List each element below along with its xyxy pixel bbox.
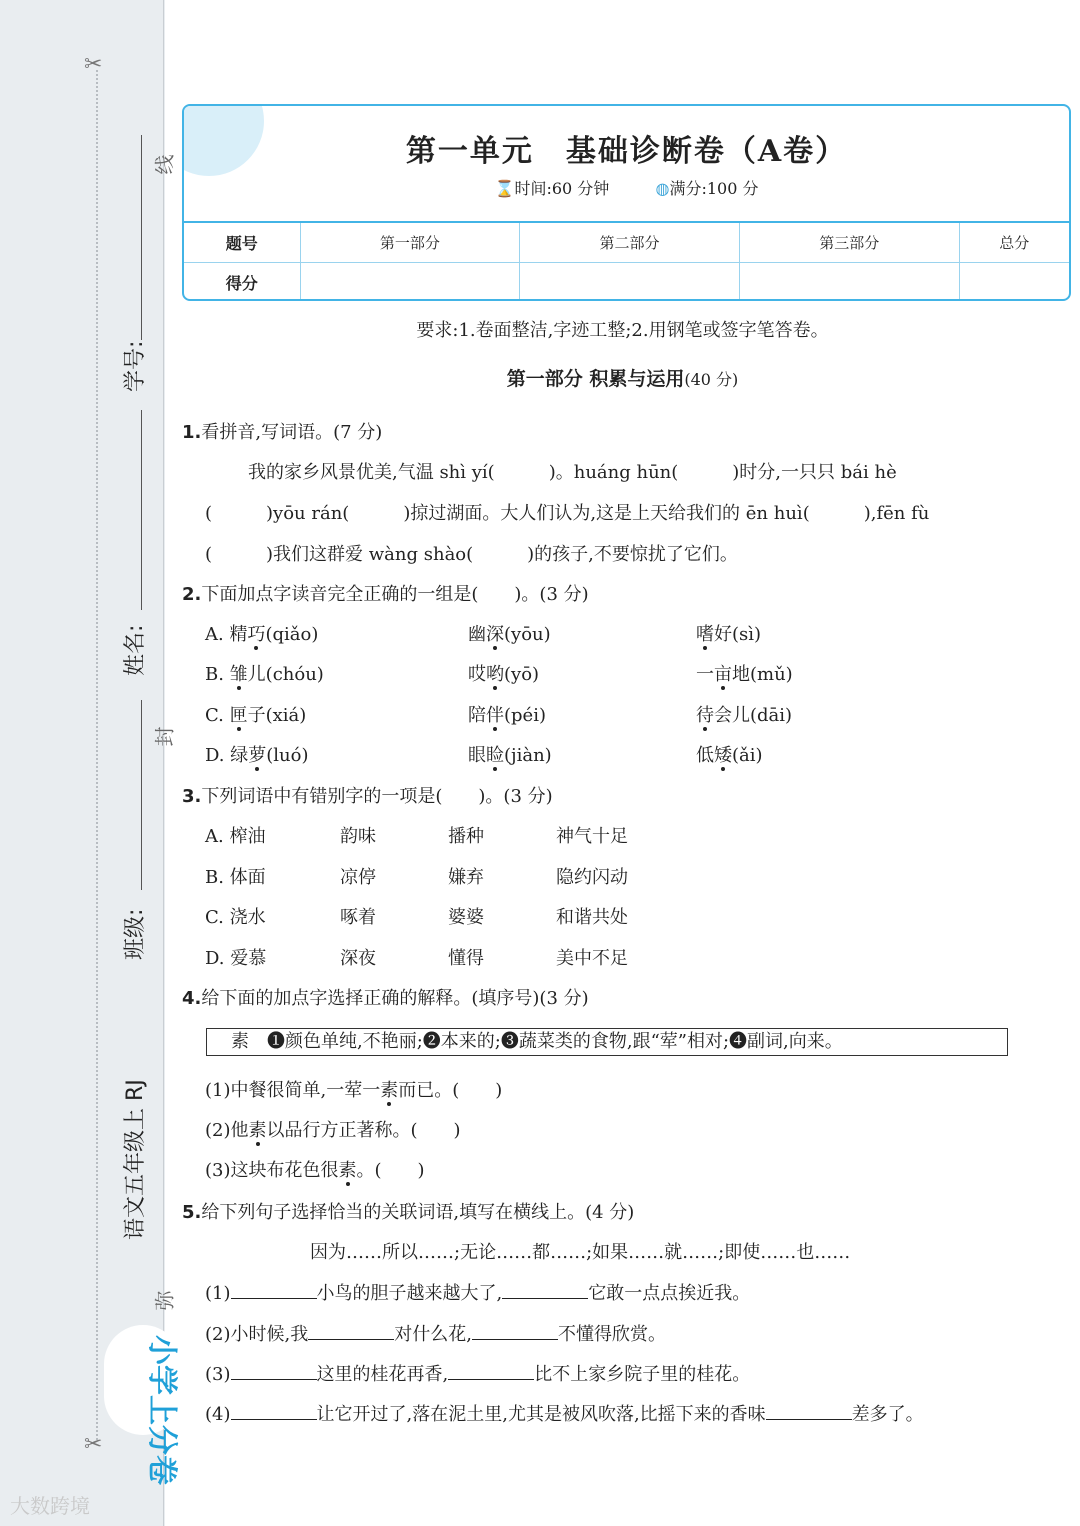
word-cell: 美中不足 [556, 948, 628, 969]
table-row [184, 222, 1069, 262]
option-a-1: A. 精巧(qiǎo) [205, 624, 319, 645]
question-3: 3.下列词语中有错别字的一项是( )。(3 分) [182, 786, 553, 807]
table-cell: 第二部分 [520, 222, 740, 262]
name-line [141, 410, 142, 610]
q1-line-3: ( )我们这群爱 wàng shào( )的孩子,不要惊扰了它们。 [205, 544, 738, 565]
q1-line-2: ( )yōu rán( )掠过湖面。大人们认为,这是上天给我们的 ēn huì( ),fēn fù [205, 503, 930, 524]
table-cell: 得分 [184, 262, 300, 301]
word-cell: 隐约闪动 [556, 867, 628, 888]
student-id-line [141, 135, 142, 340]
class-label: 班级: [123, 908, 148, 960]
question-1: 1.看拼音,写词语。(7 分) [182, 422, 383, 443]
requirements: 要求:1.卷面整洁,字迹工整;2.用钢笔或签字笔答卷。 [416, 320, 829, 341]
word-cell: 婆婆 [448, 907, 484, 928]
score-table [184, 221, 1069, 301]
time-limit: 时间:60 分钟 [514, 179, 610, 198]
table-row [184, 262, 1069, 301]
q4-sentence-3: (3)这块布花色很素。( ) [205, 1160, 425, 1181]
answer-blank[interactable] [308, 1322, 394, 1340]
full-score: 满分:100 分 [669, 179, 759, 198]
option-d-2: 眼睑(jiàn) [468, 745, 552, 766]
score-cell[interactable] [739, 262, 959, 301]
option-b-3: 一亩地(mǔ) [696, 664, 793, 685]
word-cell: 播种 [448, 826, 484, 847]
word-cell: 啄着 [340, 907, 376, 928]
book-label: 语文五年级上 RJ [123, 1079, 148, 1240]
score-icon: ◍ [655, 179, 670, 198]
line-char: 线 [152, 154, 177, 175]
table-cell: 题号 [184, 222, 300, 262]
header-box [182, 104, 1071, 301]
table-cell: 总分 [959, 222, 1069, 262]
word-cell: 和谐共处 [556, 907, 628, 928]
answer-blank[interactable] [231, 1402, 317, 1420]
q5-sentence-3: (3) 这里的桂花再香, 比不上家乡院子里的桂花。 [205, 1364, 751, 1385]
answer-blank[interactable] [502, 1281, 588, 1299]
q4-sentence-2: (2)他素以品行方正著称。( ) [205, 1120, 461, 1141]
option-b-2: 哎哟(yō) [468, 664, 540, 685]
table-cell: 第三部分 [739, 222, 959, 262]
option-d-1: D. 绿萝(luó) [205, 745, 309, 766]
option-a-2: 幽深(yōu) [468, 624, 551, 645]
exam-info [184, 176, 1069, 199]
class-line [141, 700, 142, 890]
word-cell: D. 爱慕 [205, 948, 267, 969]
q5-sentence-4: (4) 让它开过了,落在泥土里,尤其是被风吹落,比摇下来的香味 差多了。 [205, 1404, 924, 1425]
word-cell: 韵味 [340, 826, 376, 847]
secret-char: 弥 [152, 1290, 177, 1311]
option-d-3: 低矮(ǎi) [696, 745, 763, 766]
answer-blank[interactable] [231, 1362, 317, 1380]
score-cell[interactable] [959, 262, 1069, 301]
q5-sentence-1: (1) 小鸟的胆子越来越大了, 它敢一点点挨近我。 [205, 1283, 751, 1304]
question-4: 4.给下面的加点字选择正确的解释。(填序号)(3 分) [182, 988, 589, 1009]
answer-blank[interactable] [472, 1322, 558, 1340]
word-cell: A. 榨油 [205, 826, 266, 847]
answer-blank[interactable] [766, 1402, 852, 1420]
score-cell[interactable] [520, 262, 740, 301]
option-b-1: B. 雏儿(chóu) [205, 664, 324, 685]
page-title: 第一单元 基础诊断卷（A卷） [405, 134, 848, 169]
q4-sentence-1: (1)中餐很简单,一荤一素而已。( ) [205, 1080, 503, 1101]
question-5: 5.给下列句子选择恰当的关联词语,填写在横线上。(4 分) [182, 1202, 635, 1223]
word-cell: B. 体面 [205, 867, 266, 888]
word-cell: 凉停 [340, 867, 376, 888]
student-id-label: 学号: [123, 340, 148, 392]
q1-line-1: 我的家乡风景优美,气温 shì yí( )。huáng hūn( )时分,一只只 bái hè [248, 462, 897, 483]
scissors-icon: ✂ [84, 1432, 103, 1457]
watermark: 大数跨境 [10, 1494, 90, 1518]
answer-blank[interactable] [448, 1362, 534, 1380]
name-label: 姓名: [123, 624, 148, 676]
part-title: 第一部分 积累与运用(40 分) [506, 368, 739, 390]
clock-icon: ⌛ [494, 179, 515, 198]
connective-options: 因为……所以……;无论……都……;如果……就……;即使……也…… [310, 1242, 851, 1263]
word-cell: 深夜 [340, 948, 376, 969]
word-cell: C. 浇水 [205, 907, 266, 928]
option-a-3: 嗜好(sì) [696, 624, 762, 645]
scissors-icon: ✂ [84, 52, 103, 77]
word-cell: 神气十足 [556, 826, 628, 847]
word-cell: 嫌弃 [448, 867, 484, 888]
cut-line [96, 70, 98, 1440]
table-cell: 第一部分 [300, 222, 520, 262]
seal-char: 封 [152, 726, 177, 747]
word-cell: 懂得 [448, 948, 484, 969]
brand-logo: 小学上分卷 [144, 1335, 179, 1485]
score-cell[interactable] [300, 262, 520, 301]
definition-box: 素 ❶颜色单纯,不艳丽;❷本来的;❸蔬菜类的食物,跟“荤”相对;❹副词,向来。 [206, 1028, 1008, 1056]
option-c-2: 陪伴(péi) [468, 705, 546, 726]
answer-blank[interactable] [231, 1281, 317, 1299]
q5-sentence-2: (2)小时候,我 对什么花, 不懂得欣赏。 [205, 1324, 666, 1345]
option-c-1: C. 匣子(xiá) [205, 705, 307, 726]
question-2: 2.下面加点字读音完全正确的一组是( )。(3 分) [182, 584, 589, 605]
option-c-3: 待会儿(dāi) [696, 705, 793, 726]
